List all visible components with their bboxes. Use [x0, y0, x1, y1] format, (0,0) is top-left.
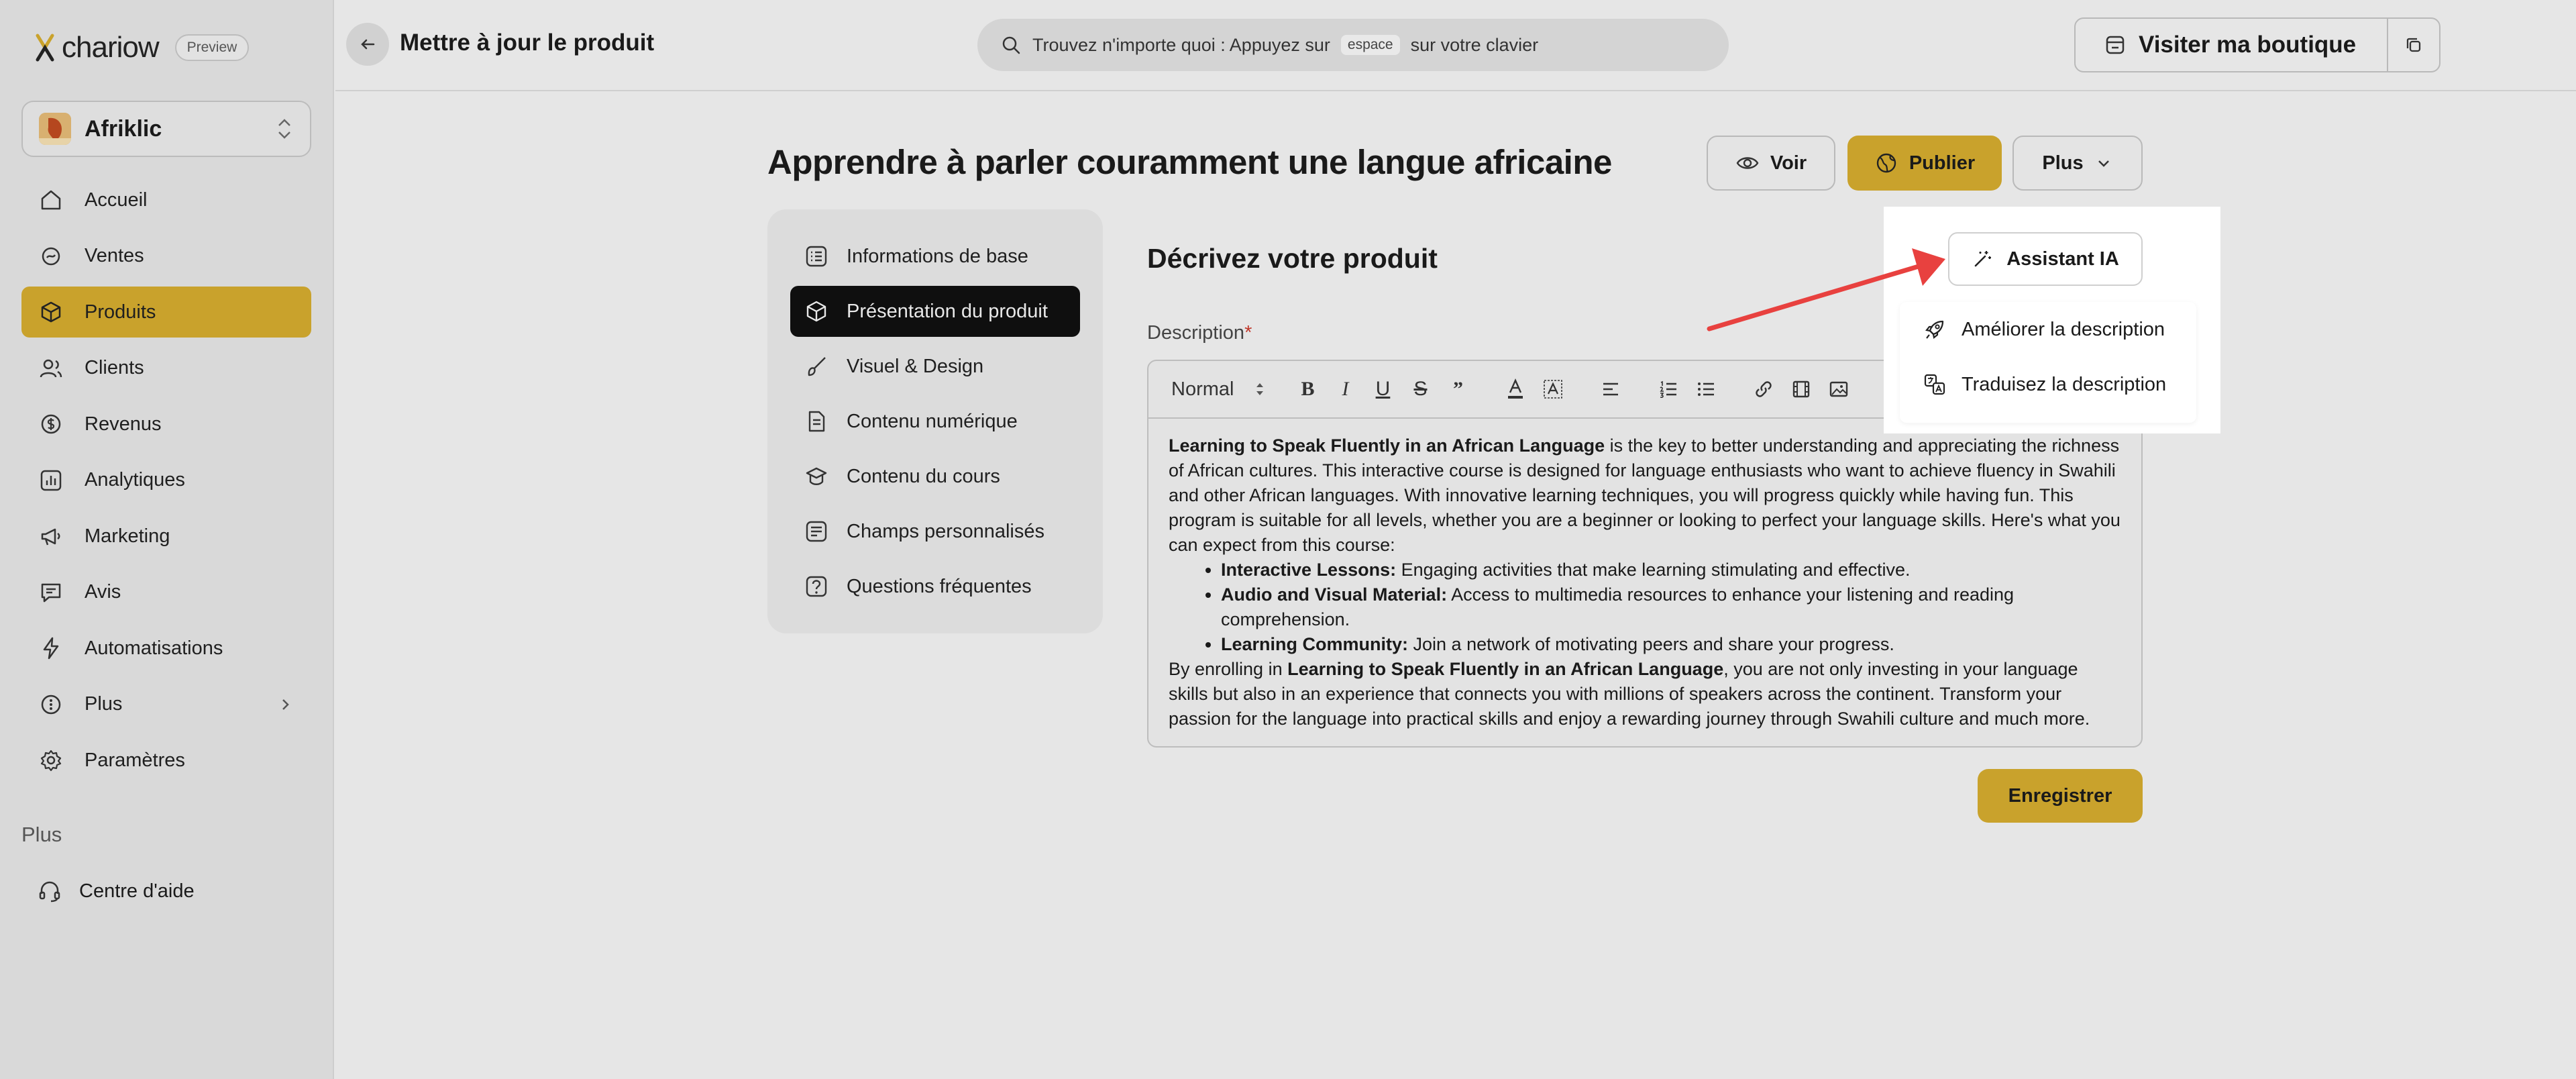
sidebar-nav	[21, 174, 311, 791]
format-select-value: Normal	[1171, 378, 1234, 400]
more-actions-button[interactable]	[2012, 136, 2143, 191]
paragraph-text: By enrolling in	[1169, 659, 1288, 679]
link-icon[interactable]	[1752, 377, 1776, 401]
sidebar-item-produits[interactable]	[21, 287, 311, 338]
list-item-text: Join a network of motivating peers and share your progress.	[1408, 634, 1894, 654]
store-icon	[2104, 34, 2127, 56]
video-icon[interactable]	[1789, 377, 1813, 401]
sidebar-item-label: Produits	[85, 301, 156, 323]
list-item-title: Interactive Lessons:	[1221, 560, 1397, 580]
chevron-down-icon	[2094, 154, 2113, 172]
users-icon	[38, 355, 64, 382]
help-center-label: Centre d'aide	[79, 880, 195, 902]
list-item-text: Access to multimedia resources to enhance your listening and reading comprehension.	[1221, 584, 2015, 629]
sidebar-item-label: Marketing	[85, 525, 170, 547]
page-title: Apprendre à parler couramment une langue africaine	[767, 143, 1612, 181]
sidebar-item-marketing[interactable]	[21, 511, 311, 562]
save-button[interactable]: Enregistrer	[1978, 769, 2143, 823]
sidebar-item-label: Automatisations	[85, 637, 223, 659]
product-steps-nav	[767, 209, 1103, 633]
bolt-icon	[38, 635, 64, 662]
paragraph	[1169, 657, 2121, 731]
description-label-text: Description	[1147, 322, 1245, 344]
chariow-logo-icon	[35, 33, 55, 62]
strikethrough-icon[interactable]: S	[1413, 378, 1428, 400]
product-title-bold: Learning to Speak Fluently in an African Language	[1287, 659, 1724, 679]
topbar-title: Mettre à jour le produit	[400, 30, 655, 56]
view-label: Voir	[1770, 152, 1807, 174]
sales-icon	[38, 243, 64, 270]
sidebar-item-revenus[interactable]	[21, 399, 311, 450]
list-item	[1221, 632, 2121, 657]
sidebar-item-label: Avis	[85, 581, 121, 603]
bullet-list-icon[interactable]	[1694, 377, 1718, 401]
align-left-icon[interactable]	[1599, 377, 1623, 401]
sidebar-item-accueil[interactable]	[21, 174, 311, 225]
search-hint-prefix: Trouvez n'importe quoi : Appuyez sur	[1032, 34, 1330, 55]
sidebar-item-avis[interactable]	[21, 567, 311, 618]
improve-description-label: Améliorer la description	[1962, 318, 2165, 340]
topbar	[335, 0, 2576, 91]
more-label: Plus	[2042, 152, 2084, 174]
step-label: Questions fréquentes	[847, 575, 1032, 597]
headset-icon	[36, 878, 63, 905]
review-icon	[38, 579, 64, 606]
sidebar-item-label: Accueil	[85, 189, 148, 211]
arrow-left-icon	[358, 34, 378, 54]
course-icon	[804, 464, 829, 489]
step-label: Informations de base	[847, 245, 1028, 267]
store-selector[interactable]	[21, 101, 311, 157]
highlight-icon[interactable]	[1541, 377, 1565, 401]
step-label: Contenu du cours	[847, 465, 1000, 487]
required-mark: *	[1244, 322, 1252, 344]
ai-assistant-label: Assistant IA	[2006, 248, 2119, 270]
sidebar-item-label: Clients	[85, 357, 144, 378]
chart-icon	[38, 467, 64, 494]
list-item-text: Engaging activities that make learning stimulating and effective.	[1396, 560, 1911, 580]
feature-list	[1221, 558, 2121, 657]
step-label: Contenu numérique	[847, 410, 1018, 432]
gear-icon	[38, 747, 64, 774]
question-icon	[804, 574, 829, 599]
step-presentation-du-produit[interactable]	[790, 286, 1080, 337]
global-search[interactable]	[977, 19, 1729, 71]
file-icon	[804, 409, 829, 434]
publish-label: Publier	[1909, 152, 1976, 174]
copy-link-button[interactable]	[2388, 19, 2439, 71]
store-name: Afriklic	[85, 115, 162, 142]
sidebar-item-label: Plus	[85, 693, 123, 715]
translate-description-item[interactable]	[1900, 357, 2196, 412]
globe-icon	[1874, 151, 1898, 175]
quote-icon[interactable]: ”	[1452, 378, 1463, 400]
search-hint-suffix: sur votre clavier	[1410, 34, 1539, 55]
format-select[interactable]	[1171, 378, 1266, 401]
brush-icon	[804, 354, 829, 379]
list-icon	[804, 244, 829, 269]
paragraph	[1169, 433, 2121, 558]
list-item-title: Audio and Visual Material:	[1221, 584, 1448, 605]
sidebar-item-label: Analytiques	[85, 469, 185, 491]
ai-assistant-button[interactable]	[1948, 232, 2143, 286]
sidebar-item-label: Paramètres	[85, 749, 185, 771]
list-item-title: Learning Community:	[1221, 634, 1409, 654]
sidebar-item-ventes[interactable]	[21, 231, 311, 282]
fields-icon	[804, 519, 829, 544]
text-color-icon[interactable]	[1503, 377, 1527, 401]
sidebar-item-parametres[interactable]	[21, 735, 311, 786]
chevron-right-icon	[276, 696, 294, 713]
updown-icon	[1254, 380, 1266, 398]
ordered-list-icon[interactable]	[1656, 377, 1680, 401]
brand[interactable]	[35, 31, 249, 64]
brand-name: chariow	[62, 31, 159, 64]
visit-store-label: Visiter ma boutique	[2139, 32, 2357, 58]
box-icon	[804, 299, 829, 324]
sidebar-item-label: Ventes	[85, 245, 144, 266]
back-button[interactable]	[346, 23, 389, 66]
underline-icon[interactable]: U	[1375, 378, 1391, 400]
step-questions-frequentes[interactable]	[790, 561, 1080, 612]
annotation-arrow	[1704, 239, 1959, 340]
editor-content[interactable]	[1148, 419, 2141, 746]
step-visuel-design[interactable]	[790, 341, 1080, 392]
box-icon	[38, 299, 64, 325]
eye-icon	[1735, 151, 1760, 175]
description-label	[1147, 322, 1252, 344]
help-center-link[interactable]	[21, 866, 311, 917]
search-key-badge: espace	[1341, 35, 1400, 55]
translate-icon	[1923, 372, 1947, 397]
bold-icon[interactable]: B	[1301, 378, 1315, 400]
list-item	[1221, 582, 2121, 632]
sidebar-item-plus[interactable]	[21, 679, 311, 730]
chevron-updown-icon	[275, 115, 294, 142]
more-icon	[38, 691, 64, 718]
dollar-icon	[38, 411, 64, 438]
translate-description-label: Traduisez la description	[1962, 373, 2167, 395]
step-label: Visuel & Design	[847, 355, 984, 377]
magic-wand-icon	[1972, 248, 1993, 270]
paragraph-text: is the key to better understanding and appreciating the richness of African cultures. This interactive course is designed for language enthusiasts who want to achieve fluency in Swahili and other African languages. With innovative learning techniques, you will progress quickly while having fun. This program is suitable for all levels, whether you are a beginner or looking to perfect your language skills. Here's what you can expect from this course:	[1169, 435, 2121, 555]
sidebar-item-label: Revenus	[85, 413, 162, 435]
step-contenu-du-cours[interactable]	[790, 451, 1080, 502]
step-champs-personnalises[interactable]	[790, 506, 1080, 557]
sidebar-item-automatisations[interactable]	[21, 623, 311, 674]
visit-store-button[interactable]	[2076, 19, 2388, 71]
step-contenu-numerique[interactable]	[790, 396, 1080, 447]
image-icon[interactable]	[1827, 377, 1851, 401]
preview-badge: Preview	[175, 34, 250, 61]
publish-button[interactable]	[1847, 136, 2002, 191]
step-label: Champs personnalisés	[847, 520, 1044, 542]
sidebar-section-label: Plus	[21, 823, 62, 846]
step-label: Présentation du produit	[847, 300, 1048, 322]
store-avatar	[39, 113, 71, 145]
home-icon	[38, 187, 64, 213]
sidebar	[0, 0, 334, 1079]
search-icon	[1000, 34, 1022, 56]
sidebar-item-clients[interactable]	[21, 343, 311, 394]
sidebar-item-analytiques[interactable]	[21, 455, 311, 506]
copy-icon	[2404, 35, 2424, 55]
list-item	[1221, 558, 2121, 582]
section-title: Décrivez votre produit	[1147, 243, 1438, 274]
visit-store-group	[2074, 17, 2440, 72]
megaphone-icon	[38, 523, 64, 550]
step-informations-de-base[interactable]	[790, 231, 1080, 282]
product-title-bold: Learning to Speak Fluently in an African Language	[1169, 435, 1605, 456]
paragraph-text: , you are not only investing in your language skills but also in an experience that connects you with millions of speakers across the continent. Transform your passion for the language into practical skills and enjoy a rewarding journey through Swahili culture and much more.	[1169, 659, 2090, 729]
view-button[interactable]	[1707, 136, 1835, 191]
italic-icon[interactable]: I	[1342, 378, 1349, 400]
